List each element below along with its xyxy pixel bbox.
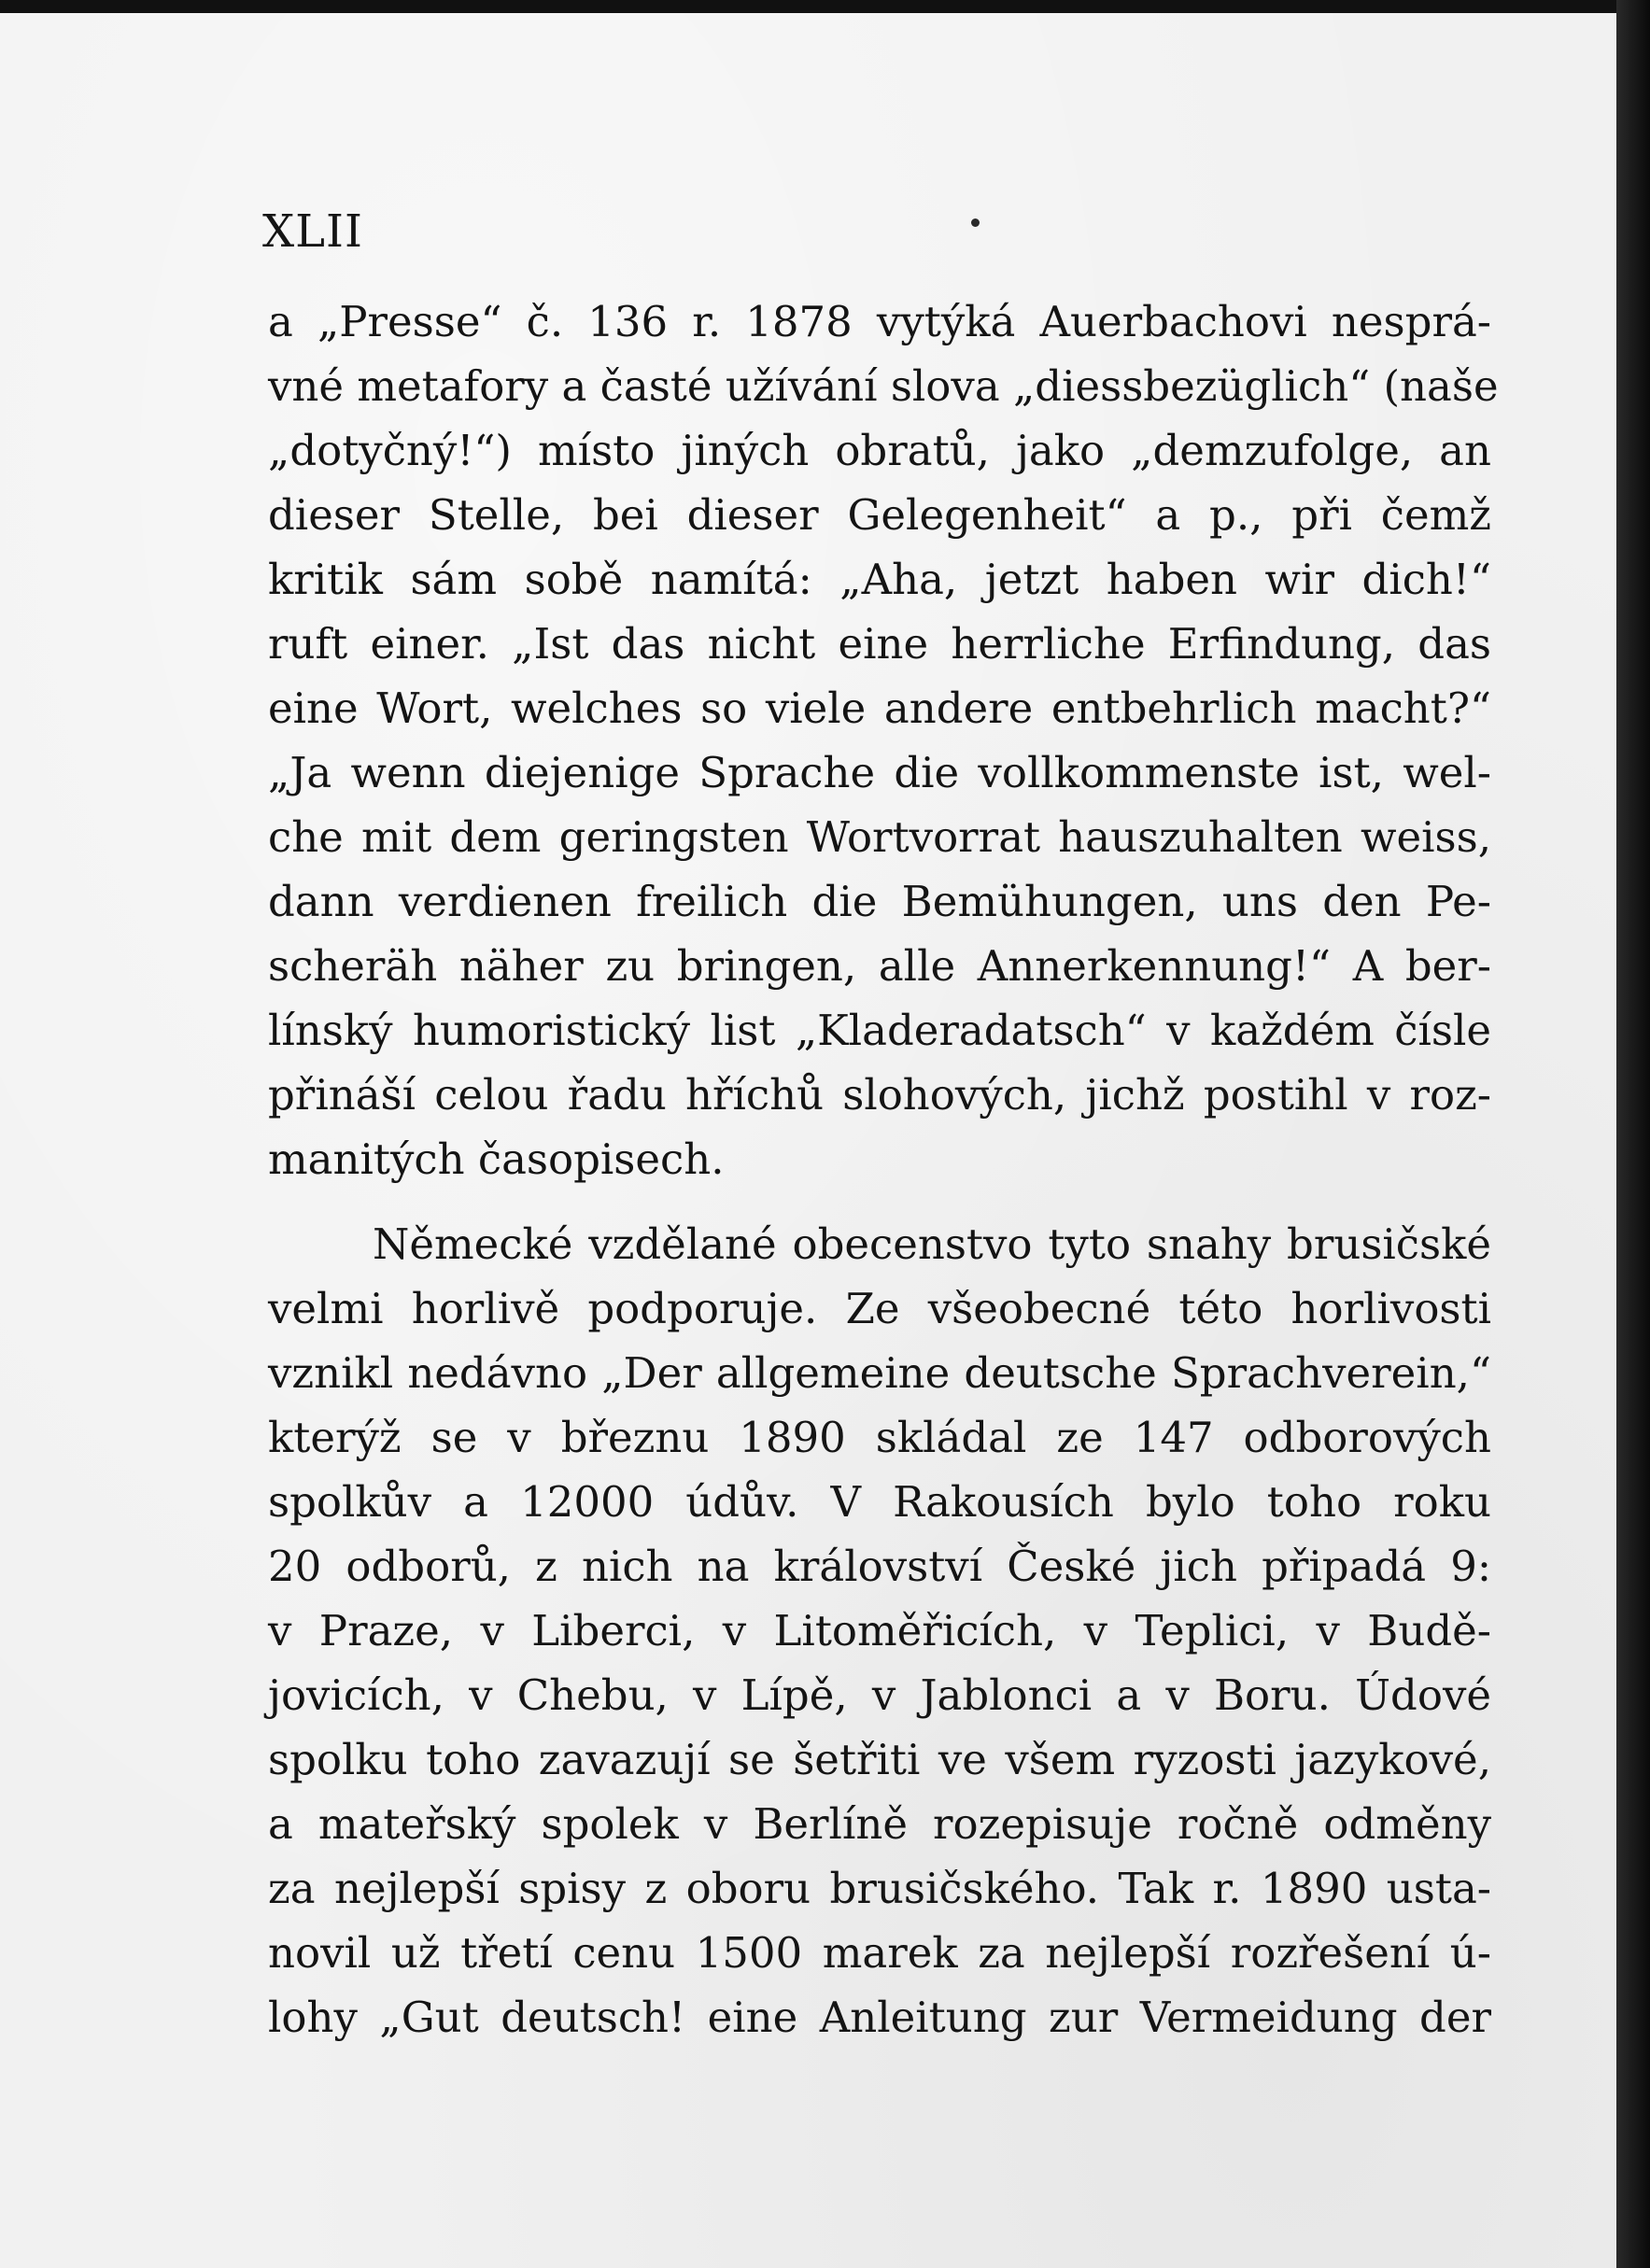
scan-top-border <box>0 0 1650 13</box>
text-line: manitých časopisech. <box>268 1134 725 1184</box>
paragraph-1 <box>268 289 1499 1191</box>
text-line: kritik sám sobě namítá: „Aha, jetzt haben wir dich!“ <box>268 555 1491 604</box>
text-line: novil už třetí cenu 1500 marek za nejlepší rozřešení ú- <box>268 1928 1491 1978</box>
text-line: „Ja wenn diejenige Sprache die vollkommenste ist, wel- <box>268 748 1491 797</box>
text-line: vznikl nedávno „Der allgemeine deutsche Sprachverein,“ <box>268 1348 1491 1398</box>
text-line: vné metafory a časté užívání slova „diessbezüglich“ (naše <box>268 361 1499 411</box>
book-page <box>0 13 1618 2268</box>
text-line: dann verdienen freilich die Bemühungen, uns den Pe- <box>268 877 1491 926</box>
text-line: línský humoristický list „Kladeradatsch“ v každém čísle <box>268 1006 1491 1055</box>
paragraph-gap <box>268 1191 1491 1212</box>
text-line: che mit dem geringsten Wortvorrat hauszuhalten weiss, <box>268 812 1491 862</box>
text-line: Německé vzdělané obecenstvo tyto snahy brusičské <box>373 1219 1491 1269</box>
text-line: eine Wort, welches so viele andere entbehrlich macht?“ <box>268 683 1491 733</box>
text-line: jovicích, v Chebu, v Lípě, v Jablonci a v Boru. Údové <box>268 1670 1491 1720</box>
page-number: XLII <box>262 205 363 258</box>
text-line: scheräh näher zu bringen, alle Annerkennung!“ A ber- <box>268 941 1491 991</box>
text-line: v Praze, v Liberci, v Litoměřicích, v Teplici, v Budě- <box>268 1606 1491 1655</box>
text-line: lohy „Gut deutsch! eine Anleitung zur Vermeidung der <box>268 1993 1491 2042</box>
body-text <box>268 289 1499 2050</box>
text-line: „dotyčný!“) místo jiných obratů, jako „demzufolge, an <box>268 426 1491 475</box>
text-line: přináší celou řadu hříchů slohových, jichž postihl v roz- <box>268 1070 1491 1120</box>
text-line: dieser Stelle, bei dieser Gelegenheit“ a p., při čemž <box>268 490 1491 540</box>
text-line: a „Presse“ č. 136 r. 1878 vytýká Auerbachovi nesprá- <box>268 297 1491 346</box>
text-line: a mateřský spolek v Berlíně rozepisuje ročně odměny <box>268 1799 1491 1849</box>
text-line: spolku toho zavazují se šetřiti ve všem ryzosti jazykové, <box>268 1735 1491 1784</box>
text-line: spolkův a 12000 údův. V Rakousích bylo toho roku <box>268 1477 1491 1527</box>
text-line: ruft einer. „Ist das nicht eine herrliche Erfindung, das <box>268 619 1491 669</box>
ink-speck <box>971 218 980 227</box>
text-line: velmi horlivě podporuje. Ze všeobecné této horlivosti <box>268 1284 1491 1333</box>
text-line: 20 odborů, z nich na království České jich připadá 9: <box>268 1542 1491 1591</box>
text-line: za nejlepší spisy z oboru brusičského. Tak r. 1890 usta- <box>268 1864 1491 1913</box>
scan-right-border <box>1616 0 1650 2268</box>
paragraph-2 <box>268 1212 1491 2050</box>
text-line: kterýž se v březnu 1890 skládal ze 147 odborových <box>268 1413 1491 1462</box>
